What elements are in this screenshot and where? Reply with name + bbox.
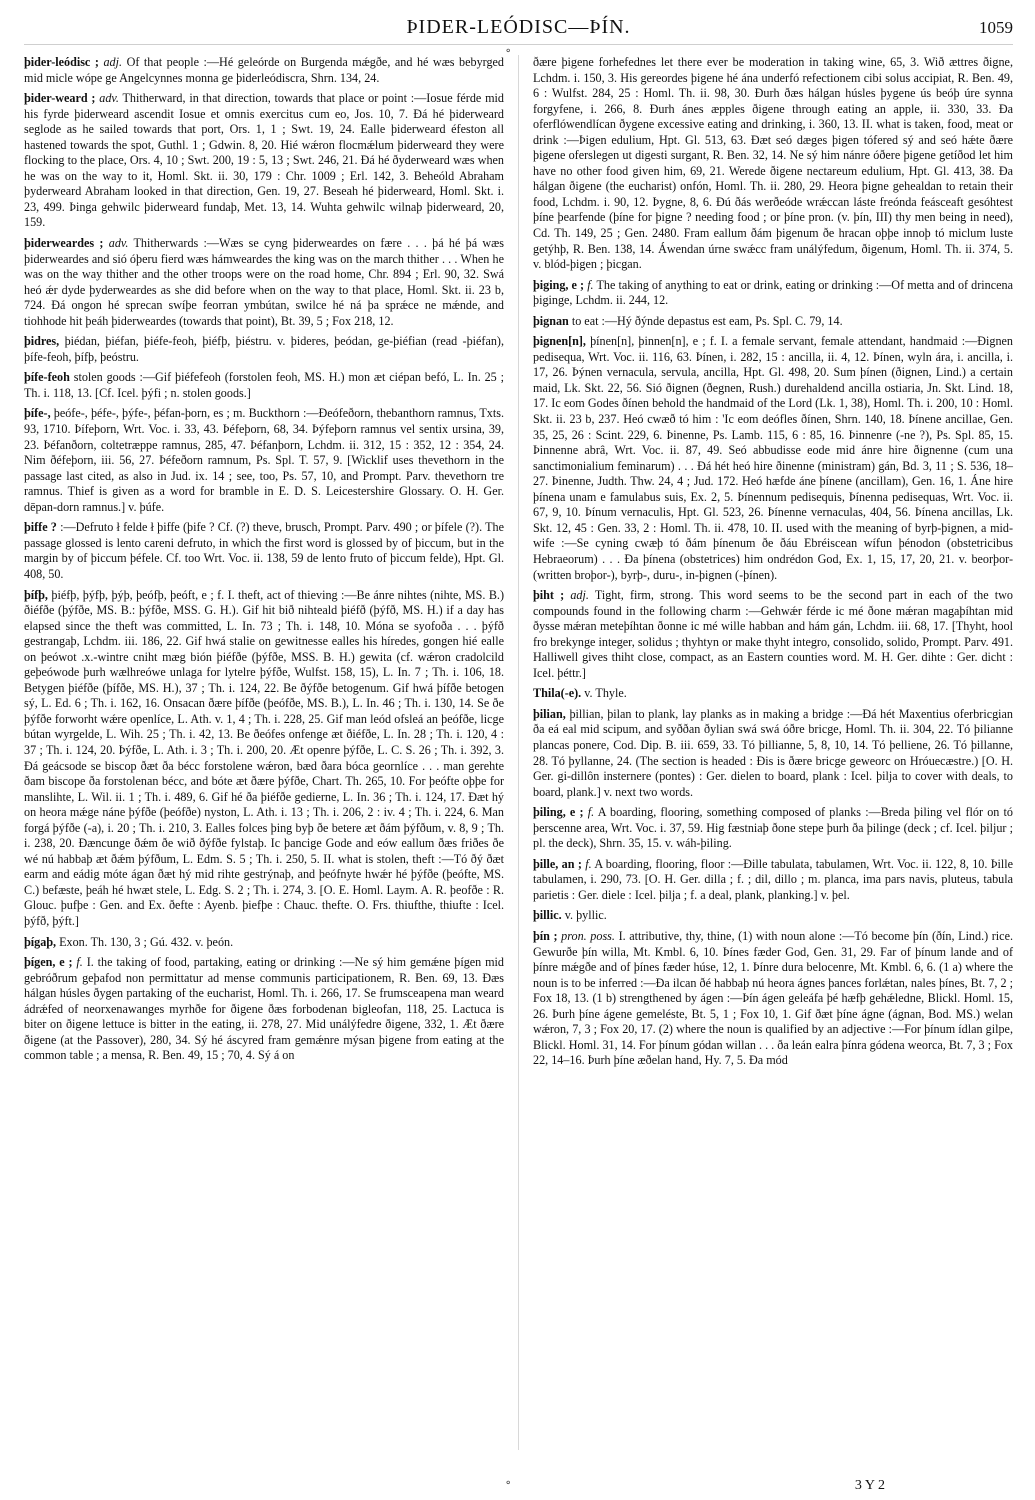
gutter-ornament-icon: ⚬ (504, 1478, 513, 1489)
dictionary-entry (533, 805, 1013, 852)
entry-body: þillian, þilan to plank, lay planks as in making a bridge :—Ðá hét Maxentius oferbricgian ða eá eal mid scipum, and syððan ðylian swá swá óðre bricge, Homl. Th. ii. 304, 22. Tó þilianne plancas ponere, Cod. Dip. B. iii. 659, 33. Tó þillianne, 5, 8, 10, 14. Tó þelliene, 26. Tó þillanne, 28. Tó þyllanne, 24. (The section is headed : Ðis is ðære bricge geweorc on Hróuecæstre.) [O. H. Ger. gi-dillôn insternere (pontes) : Ger. dielen to board, plank : Icel. þilja to cover with deals, to board, plank.] v. next two words. (533, 706, 1013, 799)
entry-part-of-speech: f. (585, 856, 592, 871)
running-head: ÞIDER-LEÓDISC—ÞÍN. (406, 16, 631, 38)
entry-body: ðære þigene forhefednes let there ever be moderation in taking wine, 65, 3. Wið ættres ðigne, Lchdm. i. 150, 3. His gereordes þigene hé ána underfó refectionem cibi solus accipiat, R. Ben. 49, 6 : Wulfst. 284, 25 : Homl. Th. ii. 98, 30. Ðurh ðæs hálgan húsles þygene ús beóþ úre synna forgyfene, i. 266, 8. Ðurh ánes æpples ðigene through eating an apple, ii. 330, 33. Ða oferflówendlícan ðygene excessive eating and drinking, i. 360, 13. II. what is taken, food, meat or drink :—Þigen edulium, Hpt. Gl. 513, 63. Ðæt seó dæges þigen tófered sý and seó hǽte ðære þigene oferslegen ut digesti surgant, R. Ben. 32, 14. Ne sý him nánre óðere þigene getíðod let him have no other food given him, 69, 21. Werede ðigene nectareum edulium, Hpt. Gl. 413, 38. Ða hálgan ðigene (the eucharist) onfón, Homl. Th. ii. 280, 29. Heora þigne gehealdan to retain their food, Lchdm. i. 90, 12. Þygne, 8, 6. Ðú ðás werðeóde wrǽccan láste freónda feásceaft gesóhtest þíne þearfende (þíne for þigne ? needing food ; or þíne pron. (v. þín, III) thy men being in need), Cd. Th. 149, 25 ; Gen. 2480. Fram eallum ðám þigenum ðe hracan oþþe innoþ tó miclum luste getýhþ, R. Ben. 138, 14. Áwendan úrne swǽcc fram unálýfedum, ðigenum, Homl. Th. ii. 374, 5. v. blód-þigen ; þicgan. (533, 55, 1013, 272)
entry-body: Of that people :—Hé geleórde on Burgenda mǽgðe, and hé wæs bebyrged mid micle wópe ge Angelcynnes monna ge þiderleódiscra, Shrn. 134, 24. (24, 55, 505, 85)
entry-part-of-speech: adj. (103, 55, 123, 69)
entry-headword: þillic. (533, 908, 562, 923)
dictionary-entry (533, 686, 1013, 702)
entry-body: stolen goods :—Gif þiéfefeoh (forstolen feoh, MS. H.) mon æt ciépan befó, L. In. 25 ; Th. i. 118, 13. [Cf. Icel. þýfi ; n. stolen goods.] (24, 370, 504, 400)
dictionary-entry (533, 707, 1013, 800)
entry-part-of-speech: adj. (570, 588, 589, 603)
gutter-ornament-icon: ⚬ (504, 46, 513, 57)
entry-headword: þífþ, (24, 587, 48, 602)
entry-headword: þider-leódisc ; (24, 55, 99, 69)
entry-headword: þiling, e ; (533, 805, 584, 820)
entry-body: Tight, firm, strong. This word seems to be the second part in each of the two compounds found in the following charm :—Gehwǽr férde ic mé ðone mǽran magaþíhtan mid ðysse mǽran meteþíhtan ðonne ic mé wille habban and hám gán, Lchdm. iii. 68, 17. [Thyht, hool fro brekynge integer, solidus ; thyhtyn or make thyht integro, consolido, solido, Prompt. Parv. 491. Halliwell gives thiht close, compact, as an Eastern counties word. M. H. Ger. dihte : Ger. dicht : Icel. þéttr.] (533, 588, 1013, 680)
dictionary-entry (533, 55, 1013, 273)
dictionary-entry (533, 857, 1013, 904)
entry-headword: þiderweardes ; (24, 236, 104, 251)
entry-body: :—Defruto ł felde ł þiffe (þife ? Cf. (?) theve, brusch, Prompt. Parv. 490 ; or þífele (?). The passage glossed is lento careni defruto, in which the first word is glossed by of þiccum, but in the margin by of þiccum þéfele. Cf. too Wrt. Voc. ii. 138, 59 de lento fruto of þiccum felde), Hpt. Gl. 408, 50. (24, 520, 504, 581)
entry-part-of-speech: f. (587, 805, 595, 820)
entry-headword: þider-weard ; (24, 91, 96, 106)
dictionary-entry (24, 935, 504, 951)
entry-body: þínen[n], þinnen[n], e ; f. I. a female servant, female attendant, handmaid :—Ðignen pedisequa, Wrt. Voc. ii. 116, 63. Þínen, i. 282, 15 : ancilla, ii. 4, 12. Þínen, wyln ára, i. ancilla, i. 17, 26. Þýnen vernacula, servula, ancilla, Hpt. Gl. 498, 20. Sum þínen (ðignen, Lind.) a certain maid, Lk. Skt. 22, 56. Sió ðignen (ðegnen, Rush.) durehaldend ancilla ostiaria, Jn. Skt. Lind. 18, 17. Ic eom Godes ðínen behold the handmaid of the Lord (Lk. 1, 38), Homl. Th. i. 200, 10 : Homl. Skt. ii. 23 b, 237. Heó cwæð tó him : 'Ic eom deófles ðínen, Shrn. 140, 18. Þínene ancillae, Gen. 35, 25, 26 : Scint. 229, 6. Þinenne, Ps. Lamb. 115, 6 : 85, 16. Þinnenre (-ne ?), Ps. Spl. 85, 15. Þinnenne abrâ, Wrt. Voc. ii. 87, 49. Seó abbudisse eode mid ánre hire ðignenne (cum una sanctimonialium feminarum) . . . Ðá hét heó hire ðinenne (ministram) gán, Bd. 3, 11 ; S. 536, 18–27. Þinenne, Judth. Thw. 24, 4 ; Jud. 172. Heó hæfde áne þínene (ancillam), Gen. 16, 1. Áne hire þínena unam e famulabus suis, Ex. 2, 5. Þínennum pedisequis, Þínenna pedisequas, Wrt. Voc. ii. 67, 9, 10. Þínum vernaculis, Hpt. Gl. 523, 26. Þínenne vernaculas, 404, 56. Þínena ancillas, Lk. Skt. 12, 45 : Gen. 33, 2 : Homl. Th. ii. 478, 10. II. used with the meaning of byrþ-þignen, a mid-wife :—Se cyning cwæþ tó ðám þínenum ðe ðáu Ebréiscean wífun þénodon (obstetricibus Hebraeorum) . . . Ða þínena (obstetrices) him ondrédon God, Ex. 1, 15, 17, 20, 21. v. beorþor- (written broþor-), byrþ-, duru-, in-þignen (-þínen). (533, 334, 1013, 582)
entry-headword: þilian, (533, 706, 566, 721)
entry-body: v. Thyle. (584, 686, 627, 701)
entry-body: to eat :—Hý ðýnde depastus est eam, Ps. Spl. C. 79, 14. (571, 313, 843, 328)
entry-headword: þiht ; (533, 588, 565, 603)
dictionary-entry (24, 334, 504, 365)
signature-mark: 3 Y 2 (854, 1478, 885, 1493)
entry-part-of-speech: f. (587, 277, 594, 292)
entry-headword: þidres, (24, 334, 60, 349)
dictionary-entry (533, 929, 1013, 1069)
entry-part-of-speech: adv. (108, 236, 129, 251)
entry-headword: Thila(-e). (533, 686, 582, 701)
entry-body: Thitherward, in that direction, towards that place or point :—Iosue férde mid his fyrde þiderweard ascendit Iosue et omnis exercitus cum eo, Jos. 10, 7. Ðá hé þiderweard seglode as he sailed towards that port, Ors. 1, 1 ; Swt. 19, 24. Ealle þiderweard éfeston all hastened towards the spot, Guthl. 1 ; Gdwin. 8, 20. Hié wǽron flocmǽlum þiderweard they were flocking to the place, Ors. 4, 10 ; Swt. 200, 19 : 5, 13 ; Swt. 246, 21. Ðá hé ðyderweard wæs when he was on the way to it, Homl. Skt. ii. 30, 179 : Chr. 1009 ; Erl. 142, 3. Beheóld Abraham þyderweard Abraham looked in that direction, Gen. 19, 27. Beseah hé þiderweard, Homl. Skt. i. 23, 499. Þinga gehwilc þiderweard fundaþ, Met. 13, 14. Wuhta gehwilc wilnaþ þiderweard, 20, 159. (24, 91, 504, 230)
entry-body: Thitherwards :—Wæs se cyng þiderweardes on fære . . . þá hé þá wæs þiderweardes and sió óþeru fierd wæs hámweardes the king was on the march thither . . . When he was on the way thither and the other troops were on the road home, Chr. 894 ; Erl. 90, 32. Swá heó ǽr dyde þyderweardes as she did before when on the way to that place, Homl. Skt. ii. 23 b, 724. Ðá ongon hé sprecan swíþe feorran ymbútan, swilce hé ná þa sprǽce ne mǽnde, and tiohhode hit þeáh þiderweardes (towards that point), Bt. 39, 5 ; Fox 218, 12. (24, 236, 504, 328)
dictionary-entry (24, 520, 504, 582)
entry-body: þiéfþ, þýfþ, þýþ, þeófþ, þeóft, e ; f. I. theft, act of thieving :—Be ánre nihtes (nihte, MS. B.) ðiéfðe (þýfðe, MS. B.: þýfðe, MSS. G. H.). Gif hit bið nihteald þiéfð (þýfð, MS. H.) if a day has elapsed since the theft was committed, L. In. 73 ; Th. i. 148, 10. Móna se syofoða . . . þýfð gestrangaþ, Lchdm. iii. 186, 22. Gif hwá stalie on gewitnesse ealles his híredes, gongen hié ealle on þeówot .x.-wintre cniht mæg bión þiéfðe (þýfðe, MSS. B. H.) gewita (cf. wǽron cradolcild geþeówode þurh wælhreówe unlaga for lytelre þýfðe, Wulfst. 158, 15), L. In. 7 ; Th. i. 106, 18. Betygen þiéfðe (þífðe, MS. H.), 37 ; Th. i. 124, 22. Be ðýfðe betogenum. Gif hwá þífðe betogen sý, L. Ed. 6 ; Th. i. 162, 16. Onsacan ðære þífðe (þeófðe, MS. B.), L. In. 46 ; Th. i. 130, 14. Se ðe þýfðe forworht wǽre openlíce, L. Ath. v. 1, 4 ; Th. i. 228, 25. Gif man leód ofsleá an þeófðe, licge bútan wyrgelde, L. Wih. 25 ; Th. i. 42, 13. Be ðeófes onfenge æt ðiéfðe, L. In. 28 ; Th. i. 120, 4 : 37 ; Th. i. 124, 20. Þýfðe, L. Ath. i. 3 ; Th. i. 200, 20. Æt openre þýfðe, L. C. S. 26 ; Th. i. 392, 3. Ðá geácsode se biscop ðæt ða bécc forstolene wǽron, bæd ðara bóca geornlíce . . . man gerehte ðam biscope ða forstolenan bécc, and bóte æt ðære þýfðe, Chart. Th. 265, 10. For þeófte oþþe for manslihte, L. Wil. ii. 1 ; Th. i. 489, 6. Gif hé ða þiéfðe gedierne, L. In. 36 ; Th. i. 124, 17. Ðæt hý on heora mǽge náne þýfðe (þeófðe) nyston, L. Ath. i. 13 ; Th. i. 206, 2 : iv. 4 ; Th. i. 224, 6. Man forgá þýfðe (-a), i. 20 ; Th. i. 210, 3. Ealles folces þing byþ ðe betere æt ðám þýfðum, v. 8, 9 ; Th. i. 238, 20. Ðæncunge ðǽm ðe wið ðýfðe fylstaþ. Ic þancige Gode and eów eallum ðæs friðes ðe wé nú habbaþ æt ðǽm þýfðum, L. Edm. S. 5 ; Th. i. 250, 5. II. what is stolen, theft :—Tó ðý ðæt earm and eádig móte ágan ðæt hý mid rihte gestrýnaþ, and þeófnyte hwǽr hé þýfðe (þeófte, MS. C.) befæste, þeáh hé hwæt stele, L. Edg. S. 2 ; Th. i. 274, 3. [O. E. Homl. Laym. A. R. þeofðe : R. Glouc. þufþe : Gen. and Ex. ðefte : Ayenb. þiefþe : Chauc. thefte. O. Frs. thiufthe, thiufte : Icel. þýfð, þýft.] (24, 587, 504, 928)
entry-body: v. þyllic. (564, 908, 607, 923)
dictionary-entry (24, 588, 504, 930)
dictionary-entry (533, 334, 1013, 583)
entry-headword: þiging, e ; (533, 277, 585, 292)
entry-body: I. attributive, thy, thine, (1) with noun alone :—Tó become þín (ðín, Lind.) rice. Gewurðe þín willa, Mt. Kmbl. 6, 10. Þínes fæder God, Gen. 31, 29. Far of þínum lande and of þínre mǽgðe and of þínes fæder húse, 12, 1. Þínre dura belocenre, Mt. Kmbl. 6, 6. (1 a) where the noun is to be inferred :—Ða ilcan ðé habbaþ nú heora ágnes þances forlǽtan, nales þínes, Bt. 7, 2 ; Fox 18, 13. (1 b) strengthened by ágen :—Þín ágen geleáfa þé hæfþ gehǽledne, Blickl. Homl. 15, 26. Þurh þíne ágene gemeléste, Bt. 5, 1 ; Fox 10, 1. Gif ðæt þíne ágne (ágnan, Bod. MS.) welan wǽron, 7, 3 ; Fox 20, 17. (2) where the noun is qualified by an adjective :—For þínum ídlan gilpe, Blickl. Homl. 31, 14. For þínum gódan willan . . . ða leán ealra þínra gódena weorca, Bt. 7, 3 ; Fox 22, 14–16. Þurh þíne æðelan hand, Hy. 7, 5. Ða mód (533, 928, 1013, 1068)
dictionary-entry (533, 314, 1013, 330)
entry-body: The taking of anything to eat or drink, eating or drinking :—Of metta and of drincena þiginge, Lchdm. ii. 244, 12. (533, 277, 1013, 308)
entry-part-of-speech: adv. (99, 91, 119, 106)
entry-body: þeófe-, þéfe-, þýfe-, þéfan-þorn, es ; m. Buckthorn :—Ðeófeðorn, thebanthorn ramnus, Txts. 93, 1710. Þífeþorn, Wrt. Voc. i. 33, 43. Þéfeþorn, 68, 34. Þýfeþorn ramnus vel sentix ursina, 39, 23. Þéfanðorn, coltetræppe ramnus, 285, 47. Þéfanþorn, Lchdm. ii. 312, 15 : 352, 12 : 354, 24. Nim ðéfeþorn, iii. 56, 27. Þéfeðorn ramnum, Ps. Spl. T. 57, 9. [Wicklif uses thevethorn in the passage last cited, as also in Jud. ix. 14 ; see, too, Ps. 57, 10, and Prompt. Parv. thevethorn tre ramnus. Thief is given as a word for bramble in E. D. S. Leicestershire Glossary. O. H. Ger. dēpan-dorn ramnus.] v. þúfe. (24, 406, 504, 514)
column-divider (518, 55, 519, 1450)
dictionary-entry (24, 370, 504, 401)
entry-headword: þín ; (533, 928, 558, 943)
entry-body: Exon. Th. 130, 3 ; Gú. 432. v. þeón. (59, 934, 234, 949)
entry-body: þiédan, þiéfan, þiéfe-feoh, þiéfþ, þiéstru. v. þideres, þeódan, ge-þiéfian (read -þiéfan), þífe-feoh, þífþ, þeóstru. (24, 334, 504, 364)
entry-part-of-speech: pron. poss. (561, 928, 615, 943)
page-number: 1059 (979, 18, 1013, 37)
dictionary-entry (24, 91, 504, 231)
dictionary-entry (24, 406, 504, 515)
entry-body: A boarding, flooring, something composed of planks :—Breda þiling vel flór on tó þerscenne area, Wrt. Voc. i. 37, 59. Hig fæstniaþ ðone stepe þurh ða þilinge (deck ; cf. Icel. þiljur ; pl. the deck), Shrn. 35, 15. v. wáh-þiling. (533, 805, 1013, 851)
entry-body: I. the taking of food, partaking, eating or drinking :—Ne sý him gemǽne þígen mid gebróðrum geþafod non permittatur ad mense communis participationem, R. Ben. 69, 13. Ðæs hálgan húsles ðygen partaking of the eucharist, Homl. Th. i. 266, 17. Se frumsceapena man weard ádrǽfed of neorxenawanges myrhðe for ðigene ðæs forbodenan bigleofan, 118, 25. Lactuca is biter on ðigene lettuce is bitter in the eating, ii. 278, 27. Mid unálýfedre ðigene, 332, 1. Æt ðære ðigene (at the Passover), 280, 34. Sý hé áscyred fram gemǽnre mýsan þigene from eating at the common table ; a mensa, R. Ben. 49, 15 ; 70, 4. Sý á on (24, 955, 504, 1063)
entry-headword: þígen, e ; (24, 955, 73, 970)
entry-body: A boarding, flooring, floor :—Ðille tabulata, tabulamen, Wrt. Voc. ii. 122, 8, 10. Þille tabulamen, i. 290, 73. [O. H. Ger. dilla ; f. ; dil, dillo ; m. planca, ima pars navis, pluteus, tabula parietis : Ger. diele : Icel. þilja ; f. a deal, plank, planking.] v. þel. (533, 856, 1013, 902)
entry-headword: þífe-feoh (24, 370, 70, 385)
text-columns (24, 55, 1013, 1450)
entry-headword: þignan (533, 313, 569, 328)
dictionary-entry (24, 55, 504, 86)
entry-headword: þífe-, (24, 406, 51, 421)
entry-headword: þignen[n], (533, 334, 586, 349)
dictionary-entry (533, 278, 1013, 309)
page-header (24, 14, 1013, 45)
right-column (533, 55, 1013, 1450)
left-column (24, 55, 504, 1450)
entry-part-of-speech: f. (76, 955, 83, 970)
entry-headword: þille, an ; (533, 856, 582, 871)
dictionary-entry (533, 908, 1013, 924)
dictionary-entry (24, 236, 504, 329)
entry-headword: þiffe ? (24, 520, 57, 535)
dictionary-entry (533, 588, 1013, 681)
entry-headword: þígaþ, (24, 934, 57, 949)
dictionary-entry (24, 955, 504, 1064)
